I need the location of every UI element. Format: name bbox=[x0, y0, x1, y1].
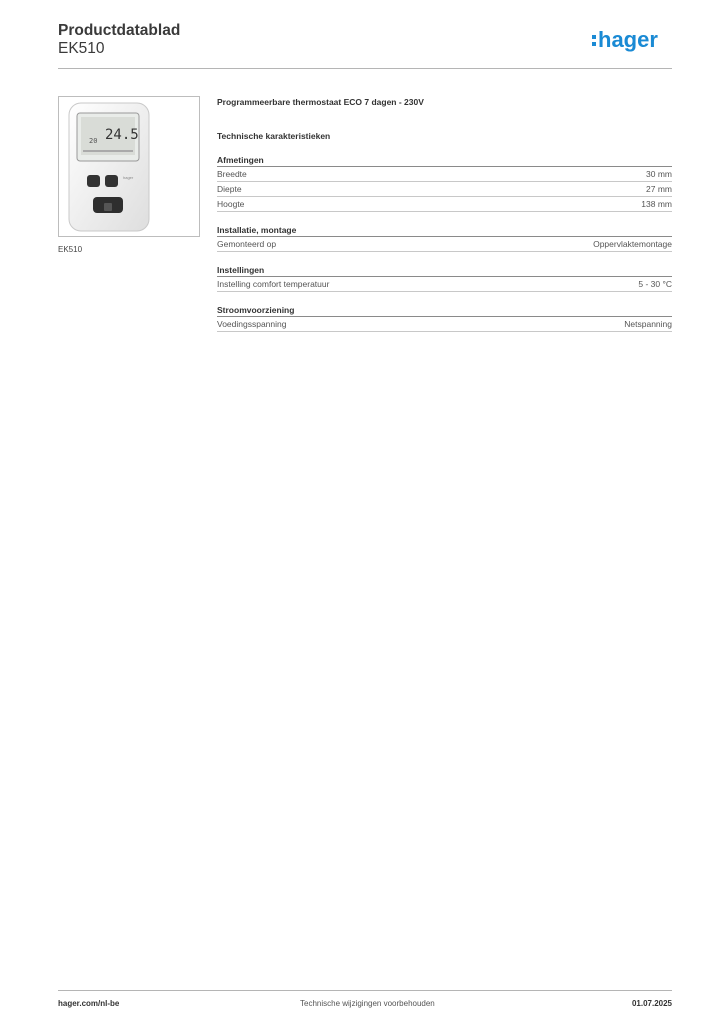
group-title: Instellingen bbox=[217, 264, 672, 277]
group-installation bbox=[217, 224, 672, 252]
document-subtitle: EK510 bbox=[58, 40, 105, 57]
spec-label: Gemonteerd op bbox=[217, 239, 277, 249]
spec-value: 30 mm bbox=[646, 169, 672, 179]
product-details bbox=[217, 96, 672, 332]
svg-text:hager: hager bbox=[598, 27, 658, 52]
page-header bbox=[58, 22, 672, 70]
spec-value: 138 mm bbox=[641, 199, 672, 209]
svg-text:hager: hager bbox=[123, 175, 134, 180]
spec-row bbox=[217, 237, 672, 252]
footer-website-link[interactable]: hager.com/nl-be bbox=[58, 999, 120, 1008]
spec-label: Voedingsspanning bbox=[217, 319, 287, 329]
spec-label: Instelling comfort temperatuur bbox=[217, 279, 330, 289]
group-title: Afmetingen bbox=[217, 154, 672, 167]
product-image bbox=[58, 96, 200, 237]
product-name: Programmeerbare thermostaat ECO 7 dagen - 230V bbox=[217, 97, 424, 107]
spec-value: 27 mm bbox=[646, 184, 672, 194]
spec-value: 5 - 30 °C bbox=[638, 279, 672, 289]
thermostat-illustration bbox=[59, 97, 199, 236]
spec-row bbox=[217, 197, 672, 212]
image-caption: EK510 bbox=[58, 245, 83, 254]
footer-divider bbox=[58, 990, 672, 991]
group-power-supply bbox=[217, 304, 672, 332]
group-title: Installatie, montage bbox=[217, 224, 672, 237]
document-title: Productdatablad bbox=[58, 22, 181, 39]
group-settings bbox=[217, 264, 672, 292]
spec-label: Breedte bbox=[217, 169, 247, 179]
hager-logo bbox=[592, 27, 672, 53]
spec-value: Netspanning bbox=[624, 319, 672, 329]
footer-disclaimer: Technische wijzigingen voorbehouden bbox=[300, 999, 435, 1008]
spec-row bbox=[217, 317, 672, 332]
footer-date: 01.07.2025 bbox=[631, 999, 672, 1008]
header-divider bbox=[58, 68, 672, 69]
section-title: Technische karakteristieken bbox=[217, 131, 331, 141]
spec-label: Diepte bbox=[217, 184, 242, 194]
spec-value: Oppervlaktemontage bbox=[593, 239, 672, 249]
svg-text:20: 20 bbox=[89, 137, 98, 145]
spec-label: Hoogte bbox=[217, 199, 245, 209]
spec-row bbox=[217, 277, 672, 292]
spec-row bbox=[217, 182, 672, 197]
spec-row bbox=[217, 167, 672, 182]
svg-text:24.5: 24.5 bbox=[105, 127, 139, 143]
group-title: Stroomvoorziening bbox=[217, 304, 672, 317]
group-dimensions bbox=[217, 154, 672, 212]
